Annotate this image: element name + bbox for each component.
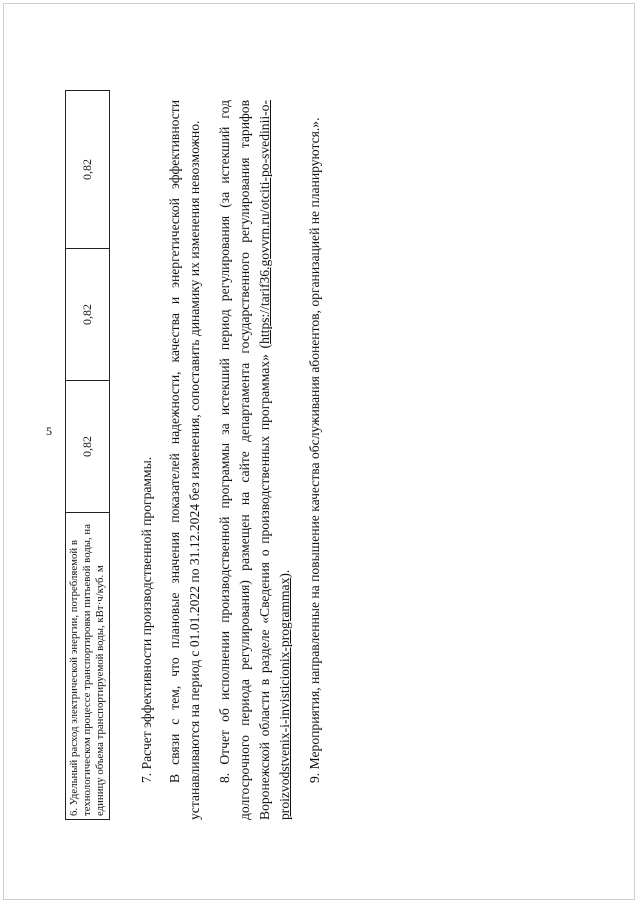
rotated-content: [65, 90, 415, 820]
indicator-table: [65, 90, 110, 820]
table-row: [66, 91, 110, 820]
section-7-text: В связи с тем, что плановые значения показателей надежности, качества и энергетической эффективности устанавливаются на период с 01.01.2022 по 31.12.2024 без изменения, сопоставить динамику их изменения невозможно.: [167, 100, 202, 820]
section-9-text: 9. Мероприятия, направленные на повышение качества обслуживания абонентов, организацией не планируются.».: [307, 117, 322, 783]
document-body: [137, 100, 335, 820]
section-7-heading: 7. Расчет эффективности производственной программы.: [139, 456, 154, 783]
tariff-site-link[interactable]: https://tarif36.govvrn.ru/otciti-po-svedinii-o-proizvodstvenix-i-invisticionix-programmax: [257, 100, 292, 820]
table-cell-value-2: 0,82: [66, 249, 110, 381]
table-cell-label: 6. Удельный расход электрической энергии, потребляемой в технологическом процессе транспортировки питьевой воды, на единицу объема транспортируемой воды, кВт·ч/куб. м: [66, 513, 110, 820]
table-cell-value-1: 0,82: [66, 381, 110, 513]
section-8-text-end: ).: [277, 569, 292, 578]
page-number: 5: [46, 424, 52, 438]
section-8-text-start: 8. Отчет об исполнении производственной программы за истекший период регулирования (за истекший год долгосрочного периода регулирования) размещен на сайте департамента государственного регулирования тарифов Воронежской области в разделе «Сведения о производственных программах» (: [217, 100, 272, 820]
section-8-text: [215, 100, 295, 820]
table-cell-value-3: 0,82: [66, 91, 110, 249]
